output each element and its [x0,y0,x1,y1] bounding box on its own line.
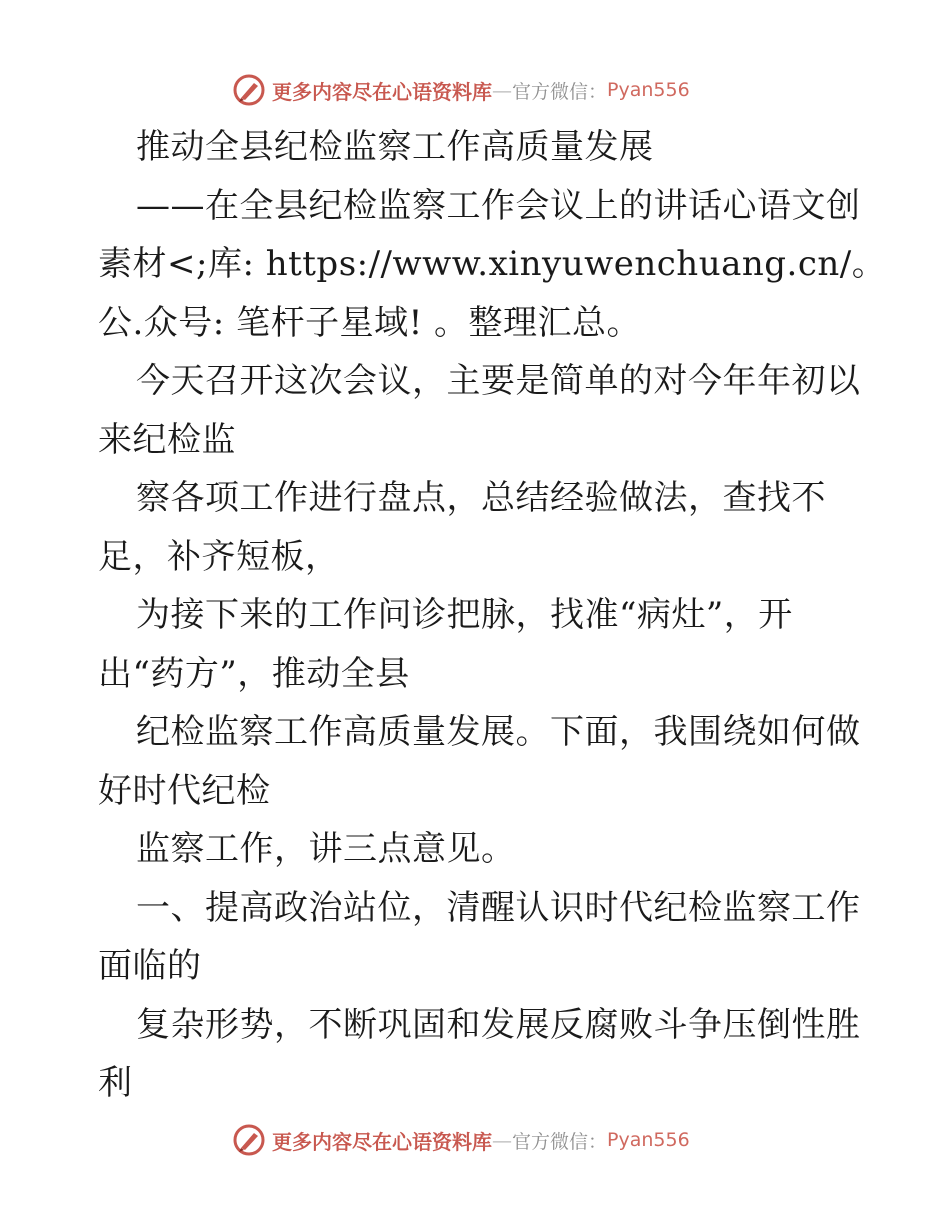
text-line: 来纪检监 [98,419,236,460]
banner-separator: — [492,1128,512,1152]
text-line: 足，补齐短板， [98,536,340,577]
header-banner [232,70,690,110]
text-line: 复杂形势，不断巩固和发展反腐败斗争压倒性胜 [136,1004,861,1045]
banner-main-text: 更多内容尽在心语资料库 [272,79,492,104]
banner-official-label: 官方微信： [512,80,608,103]
text-line: 察各项工作进行盘点，总结经验做法，查找不 [136,478,826,518]
text-line: 今天召开这次会议，主要是简单的对今年年初以 [136,361,861,401]
text-line: 利 [98,1063,133,1103]
banner-separator: — [492,78,512,102]
text-line: 一、提高政治站位，清醒认识时代纪检监察工作 [136,887,861,928]
text-line: 推动全县纪检监察工作高质量发展 [136,127,654,167]
text-line: 监察工作，讲三点意见。 [136,829,516,869]
text-line: 好时代纪检 [98,770,271,811]
text-line: 素材<;库: https://www.xinyuwenchuang.cn/。 [98,244,887,284]
text-line: 为接下来的工作问诊把脉，找准“病灶”，开 [136,595,793,635]
text-line: 出“药方”，推动全县 [98,653,410,694]
pen-nib-logo-icon [232,1123,266,1157]
document-body [98,118,887,1113]
text-line: 公.众号: 笔杆子星域! 。整理汇总。 [98,302,642,343]
text-line: ——在全县纪检监察工作会议上的讲话心语文创 [136,185,861,226]
text-line: 面临的 [98,946,202,986]
banner-main-text: 更多内容尽在心语资料库 [272,1129,492,1154]
pen-nib-logo-icon [232,73,266,107]
banner-official-label: 官方微信： [512,1130,608,1153]
banner-wechat-id: Pyan556 [607,79,690,101]
banner-wechat-id: Pyan556 [607,1129,690,1151]
footer-banner [232,1120,690,1160]
text-line: 纪检监察工作高质量发展。下面，我围绕如何做 [136,712,861,752]
